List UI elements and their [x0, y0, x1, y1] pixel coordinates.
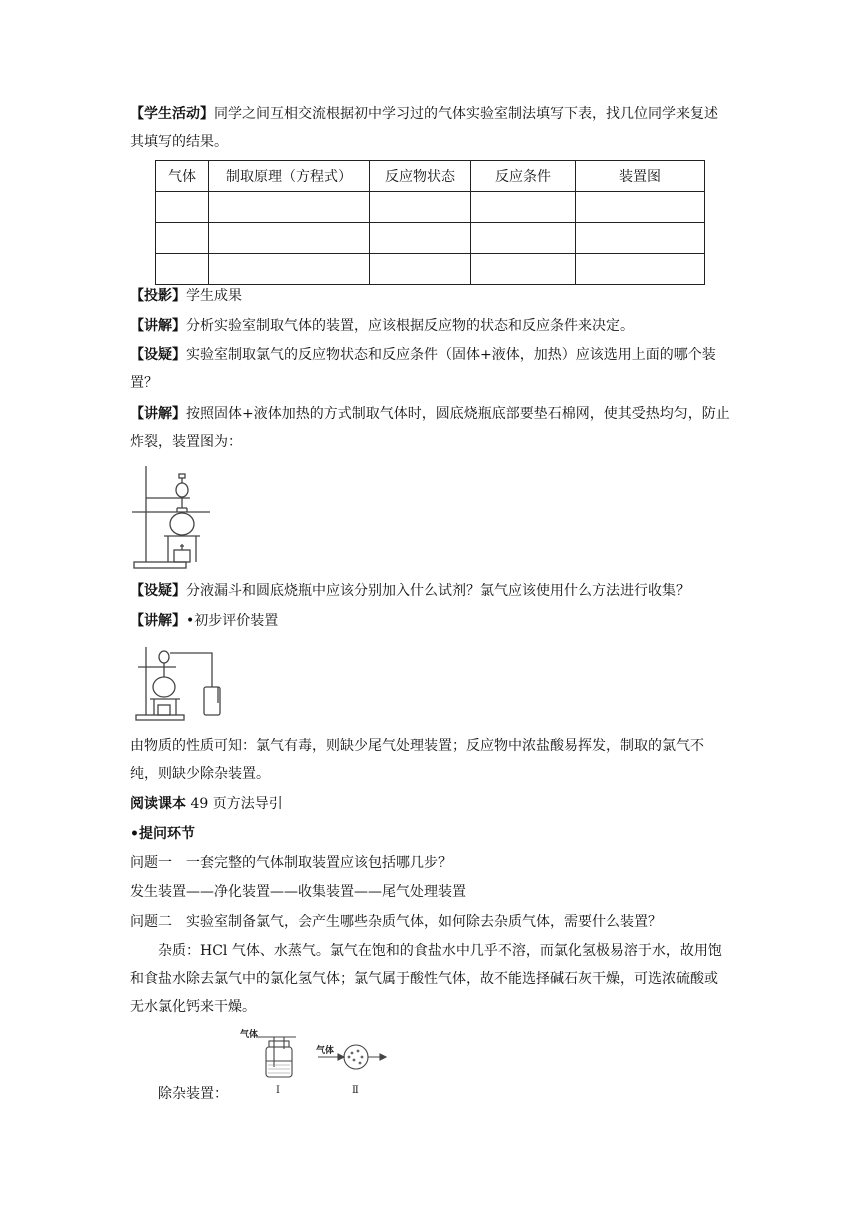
purification-granules: [348, 1050, 364, 1065]
table-cell: [576, 254, 705, 285]
label-device-II: Ⅱ: [352, 1085, 359, 1096]
figure-generator-apparatus: [128, 462, 218, 574]
table-cell: [370, 192, 471, 223]
table-cell: [156, 223, 209, 254]
paragraph-purification-label: 除杂装置：: [158, 1086, 228, 1102]
figure-purification-devices: [236, 1027, 396, 1099]
label-gas-inlet-2: 气体: [316, 1046, 335, 1056]
wash-bottle-liquid: [268, 1065, 290, 1073]
tag-explain-2: 【讲解】: [130, 406, 186, 422]
text-question-2: 分液漏斗和圆底烧瓶中应该分别加入什么试剂？氯气应该使用什么方法进行收集？: [186, 583, 690, 599]
paragraph-questions-section: •提问环节: [130, 826, 195, 842]
paragraph-read-textbook: [130, 790, 730, 818]
paragraph-explain-3: [130, 607, 730, 635]
tag-student-activity: 【学生活动】: [130, 106, 214, 122]
col-header-apparatus: 装置图: [576, 161, 705, 192]
tag-question-2: 【设疑】: [130, 583, 186, 599]
col-header-principle: 制取原理（方程式）: [209, 161, 370, 192]
text-read-bold: 阅读课本: [130, 796, 186, 812]
table-cell: [209, 192, 370, 223]
paragraph-explain-1: [130, 312, 730, 340]
text-question-1: 实验室制取氯气的反应物状态和反应条件（固体+液体，加热）应该选用上面的哪个装置？: [130, 347, 716, 391]
paragraph-question-one: 问题一 一套完整的气体制取装置应该包括哪几步？: [130, 855, 452, 871]
table-cell: [471, 223, 576, 254]
paragraph-steps: 发生装置——净化装置——收集装置——尾气处理装置: [130, 884, 466, 900]
col-header-reactant-state: 反应物状态: [370, 161, 471, 192]
paragraph-impurities: 杂质：HCl 气体、水蒸气。氯气在饱和的食盐水中几乎不溶，而氯化氢极易溶于水，故用饱和食盐水除去氯气中的氯化氢气体；氯气属于酸性气体，故不能选择碱石灰干燥，可选浓硫酸或无水氯化钙来干燥。: [130, 943, 722, 1015]
paragraph-student-activity: [130, 100, 730, 156]
label-device-I: Ⅰ: [276, 1085, 280, 1096]
initial-apparatus-drawing: [130, 643, 230, 723]
paragraph-evaluation: [130, 732, 730, 788]
text-evaluation: 由物质的性质可知：氯气有毒，则缺少尾气处理装置；反应物中浓盐酸易挥发，制取的氯气不纯，则缺少除杂装置。: [130, 738, 704, 782]
paragraph-question-2: [130, 577, 730, 605]
table-cell: [209, 223, 370, 254]
table-cell: [370, 223, 471, 254]
gas-prep-table: [155, 160, 705, 285]
text-read-page: 49 页方法导引: [186, 796, 283, 812]
generator-apparatus-drawing: [128, 462, 218, 574]
table-cell: [370, 254, 471, 285]
tag-explain-3: 【讲解】: [130, 613, 186, 629]
table-cell: [576, 223, 705, 254]
tag-question-1: 【设疑】: [130, 347, 186, 363]
table-row: [156, 254, 705, 285]
paragraph-explain-2: [130, 400, 730, 456]
label-gas-inlet-1: 气体: [240, 1030, 259, 1040]
table-cell: [471, 192, 576, 223]
text-explain-2: 按照固体+液体加热的方式制取气体时，圆底烧瓶底部要垫石棉网，使其受热均匀，防止炸裂，装置图为：: [130, 406, 730, 450]
table-cell: [576, 192, 705, 223]
col-header-condition: 反应条件: [471, 161, 576, 192]
paragraph-question-two: 问题二 实验室制备氯气，会产生哪些杂质气体，如何除去杂质气体，需要什么装置？: [130, 914, 662, 930]
table-cell: [156, 254, 209, 285]
table-cell: [209, 254, 370, 285]
table-row: [156, 223, 705, 254]
paragraph-question-1: [130, 341, 730, 397]
text-student-activity: 同学之间互相交流根据初中学习过的气体实验室制法填写下表，找几位同学来复述其填写的结果。: [130, 106, 718, 150]
text-projection: 学生成果: [186, 288, 242, 304]
figure-initial-apparatus: [130, 643, 230, 723]
col-header-gas: 气体: [156, 161, 209, 192]
paragraph-projection: [130, 282, 730, 310]
text-explain-1: 分析实验室制取气体的装置，应该根据反应物的状态和反应条件来决定。: [186, 318, 634, 334]
tag-projection: 【投影】: [130, 288, 186, 304]
table-row: [156, 192, 705, 223]
text-explain-3: •初步评价装置: [186, 613, 279, 629]
table-cell: [156, 192, 209, 223]
table-header-row: [156, 161, 705, 192]
table-cell: [471, 254, 576, 285]
tag-explain-1: 【讲解】: [130, 318, 186, 334]
purification-devices-drawing: [236, 1027, 396, 1099]
